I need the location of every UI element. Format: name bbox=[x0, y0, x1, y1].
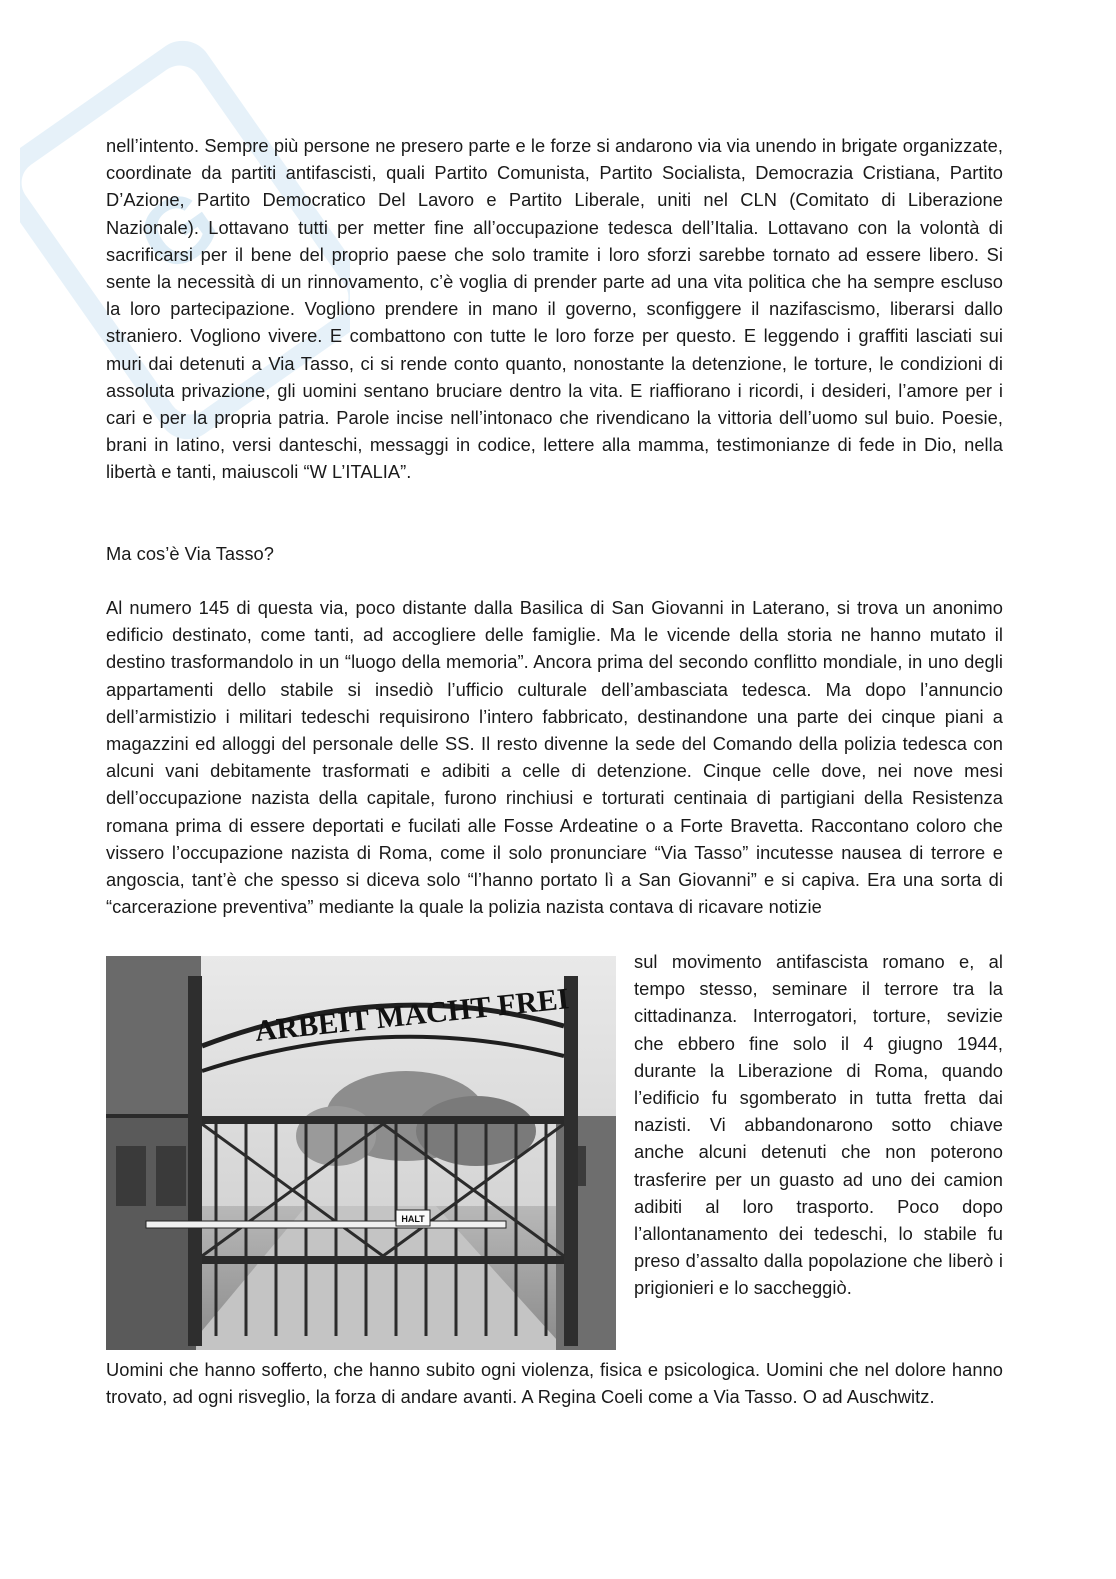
svg-text:G: G bbox=[120, 168, 238, 294]
halt-sign-text: HALT bbox=[401, 1214, 425, 1224]
body-paragraph-wrap: sul movimento antifascista romano e, al tempo stesso, seminare il terrore tra la cittadinanza. Interrogatori, torture, sevizie che ebbero fine solo il 4 giugno 1944, durante la Liberazione di Roma, quando l’edificio fu sgomberato in tutta fretta dai nazisti. Vi abbandonarono sotto chiave anche alcuni detenuti che non poterono trasferire per un guasto ad uno dei camion adibiti al loro trasporto. Poco dopo l’allontanamento dei tedeschi, lo stabile fu preso d’assalto dalla popolazione che liberò i prigionieri e lo saccheggiò. bbox=[634, 951, 1003, 1299]
body-paragraph: Uomini che hanno sofferto, che hanno subito ogni violenza, fisica e psicologica. Uomini che nel dolore hanno trovato, ad ogni risveglio, la forza di andare avanti. A Regina Coeli come a Via Tasso. O ad Auschwitz. bbox=[106, 1359, 1003, 1408]
body-paragraph: Al numero 145 di questa via, poco distante dalla Basilica di San Giovanni in Laterano, si trova un anonimo edificio destinato, come tanti, ad accogliere delle famiglie. Ma le vicende della storia ne hanno mutato il destino trasformandolo in un “luogo della memoria”. Ancora prima del secondo conflitto mondiale, in uno degli appartamenti dello stabile si insediò l’ufficio culturale dell’ambasciata tedesca. Ma dopo l’annuncio dell’armistizio i militari tedeschi requisirono l’intero fabbricato, destinandone una parte dei cinque piani a magazzini ed alloggi del personale delle SS. Il resto divenne la sede del Comando della polizia tedesca con alcuni vani debitamente trasformati e adibiti a celle di detenzione. Cinque celle dove, nei nove mesi dell’occupazione nazista della capitale, furono rinchiusi e torturati centinaia di partigiani della Resistenza romana prima di essere deportati e fucilati alle Fosse Ardeatine o a Forte Bravetta. Raccontano coloro che vissero l’occupazione nazista di Roma, come il solo pronunciare “Via Tasso” incutesse nausea di terrore e angoscia, tant’è che spesso si diceva solo “l’hanno portato lì a San Giovanni” e si capiva. Era una sorta di “carcerazione preventiva” mediante la quale la polizia nazista contava di ricavare notizie bbox=[106, 597, 1003, 918]
auschwitz-gate-photo bbox=[106, 956, 616, 1350]
gate-sign-text: ARBEIT MACHT FREI bbox=[253, 982, 571, 1048]
body-paragraph: nell’intento. Sempre più persone ne presero parte e le forze si andarono via via unendo in brigate organizzate, coordinate da partiti antifascisti, quali Partito Comunista, Partito Socialista, Democrazia Cristiana, Partito D’Azione, Partito Democratico Del Lavoro e Partito Liberale, uniti nel CLN (Comitato di Liberazione Nazionale). Lottavano tutti per metter fine all’occupazione tedesca dell’Italia. Lottavano con la volontà di sacrificarsi per il bene del proprio paese che solo tramite i loro sforzi sarebbe tornato ad essere libero. Si sente la necessità di un rinnovamento, c’è voglia di prender parte ad una vita politica che ha sempre escluso la loro partecipazione. Vogliono prendere in mano il governo, sconfiggere il nazifascismo, liberarsi dallo straniero. Vogliono vivere. E combattono con tutte le loro forze per questo. E leggendo i graffiti lasciati sui muri dai detenuti a Via Tasso, ci si rende conto quanto, nonostante la detenzione, le torture, le condizioni di assoluta privazione, gli uomini sentano bruciare dentro la vita. E riaffiorano i ricordi, i desideri, l’amore per i cari e per la propria patria. Parole incise nell’intonaco che rivendicano la vittoria dell’uomo sul buio. Poesie, brani in latino, versi danteschi, messaggi in codice, lettere alla mamma, testimonianze di fede in Dio, nella libertà e tanti, maiuscoli “W L’ITALIA”. bbox=[106, 135, 1003, 483]
section-heading: Ma cos’è Via Tasso? bbox=[106, 543, 274, 564]
